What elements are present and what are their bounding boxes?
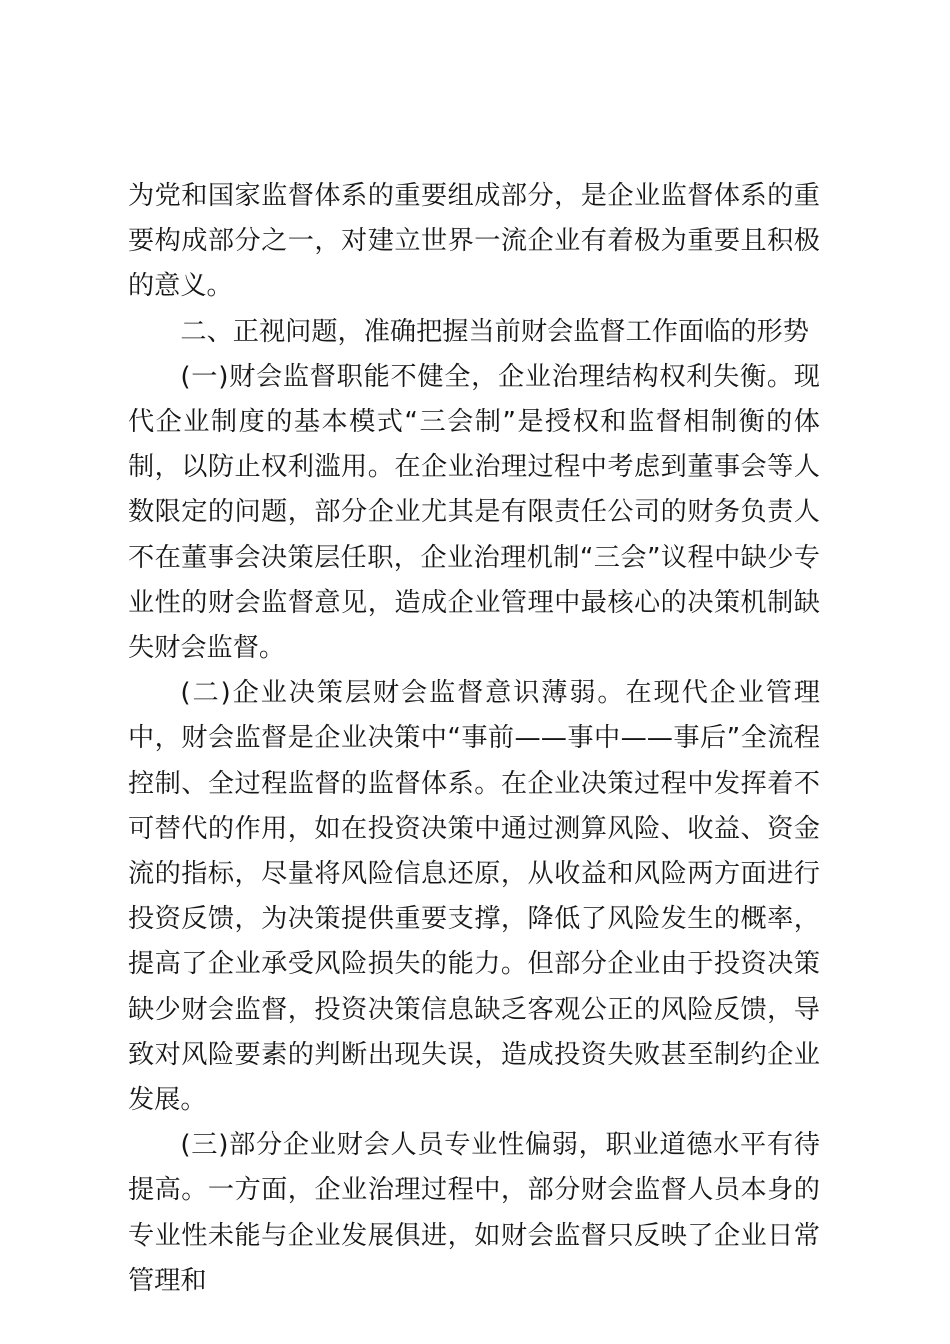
document-body [128, 174, 820, 1304]
paragraph-item-2: (二)企业决策层财会监督意识薄弱。在现代企业管理中，财会监督是企业决策中“事前——事中——事后”全流程控制、全过程监督的监督体系。在企业决策过程中发挥着不可替代的作用，如在投资决策中通过测算风险、收益、资金流的指标，尽量将风险信息还原，从收益和风险两方面进行投资反馈，为决策提供重要支撑，降低了风险发生的概率，提高了企业承受风险损失的能力。但部分企业由于投资决策缺少财会监督，投资决策信息缺乏客观公正的风险反馈，导致对风险要素的判断出现失误，造成投资失败甚至制约企业发展。 [128, 678, 820, 1116]
section-heading: 二、正视问题，准确把握当前财会监督工作面临的形势 [180, 316, 809, 347]
paragraph-item-1: (一)财会监督职能不健全，企业治理结构权利失衡。现代企业制度的基本模式“三会制”是授权和监督相制衡的体制，以防止权利滥用。在企业治理过程中考虑到董事会等人数限定的问题，部分企业尤其是有限责任公司的财务负责人不在董事会决策层任职，企业治理机制“三会”议程中缺少专业性的财会监督意见，造成企业管理中最核心的决策机制缺失财会监督。 [128, 361, 820, 664]
paragraph-continuation: 为党和国家监督体系的重要组成部分，是企业监督体系的重要构成部分之一，对建立世界一流企业有着极为重要且积极的意义。 [128, 181, 820, 302]
paragraph-item-3: (三)部分企业财会人员专业性偏弱，职业道德水平有待提高。一方面，企业治理过程中，部分财会监督人员本身的专业性未能与企业发展俱进，如财会监督只反映了企业日常管理和 [128, 1130, 820, 1296]
